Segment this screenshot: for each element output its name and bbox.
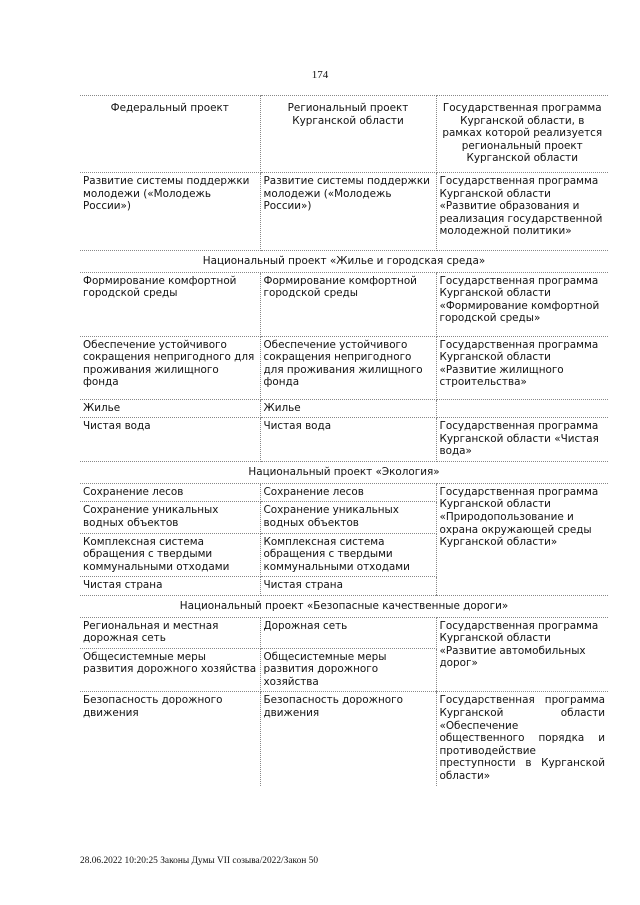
table-row xyxy=(80,418,608,462)
state-program-cell: Государственная программа Курганской области «Развитие автомобильных дорог» xyxy=(436,617,608,692)
federal-project-cell: Сохранение уникальных водных объектов xyxy=(80,502,260,533)
document-footer: 28.06.2022 10:20:25 Законы Думы VII созыва/2022/Закон 50 xyxy=(80,856,319,866)
table-header-row xyxy=(80,96,608,173)
state-program-cell: Государственная программа Курганской области «Природопользование и охрана окружающей среды Курганской области» xyxy=(436,483,608,595)
state-program-cell: Государственная программа Курганской области «Формирование комфортной городской среды» xyxy=(436,272,608,336)
table-row xyxy=(80,617,608,648)
state-program-cell: Государственная программа Курганской области «Развитие образования и реализация государственной молодежной политики» xyxy=(436,172,608,250)
federal-project-cell: Чистая вода xyxy=(80,418,260,462)
regional-project-cell: Комплексная система обращения с твердыми коммунальными отходами xyxy=(260,533,436,577)
regional-project-cell: Сохранение уникальных водных объектов xyxy=(260,502,436,533)
regional-project-cell: Жилье xyxy=(260,399,436,418)
regional-project-cell: Чистая вода xyxy=(260,418,436,462)
regional-project-cell: Обеспечение устойчивого сокращения непригодного для проживания жилищного фонда xyxy=(260,336,436,399)
table-row xyxy=(80,399,608,418)
page-number: 174 xyxy=(311,69,329,81)
table-row xyxy=(80,336,608,399)
regional-project-cell: Развитие системы поддержки молодежи («Молодежь России») xyxy=(260,172,436,250)
federal-project-cell: Комплексная система обращения с твердыми коммунальными отходами xyxy=(80,533,260,577)
section-heading-row xyxy=(80,595,608,617)
federal-project-cell: Развитие системы поддержки молодежи («Молодежь России») xyxy=(80,172,260,250)
federal-project-cell: Формирование комфортной городской среды xyxy=(80,272,260,336)
federal-project-cell: Безопасность дорожного движения xyxy=(80,692,260,786)
table-row xyxy=(80,692,608,786)
federal-project-cell: Чистая страна xyxy=(80,577,260,596)
table-row xyxy=(80,483,608,502)
header-federal-project: Федеральный проект xyxy=(80,96,260,173)
table-row xyxy=(80,172,608,250)
state-program-cell: Государственная программа Курганской области «Обеспечение общественного порядка и противодействие преступности в Курганской области» xyxy=(439,694,605,783)
regional-project-cell: Чистая страна xyxy=(260,577,436,596)
table-row xyxy=(80,272,608,336)
federal-project-cell: Сохранение лесов xyxy=(80,483,260,502)
regional-project-cell: Безопасность дорожного движения xyxy=(260,692,436,786)
section-title-ecology: Национальный проект «Экология» xyxy=(80,462,608,484)
section-heading-row xyxy=(80,250,608,272)
state-program-cell: Государственная программа Курганской области «Чистая вода» xyxy=(436,418,608,462)
federal-project-cell: Жилье xyxy=(80,399,260,418)
section-title-housing: Национальный проект «Жилье и городская среда» xyxy=(80,250,608,272)
header-regional-project: Региональный проект Курганской области xyxy=(260,96,436,173)
state-program-cell xyxy=(436,399,608,418)
federal-project-cell: Обеспечение устойчивого сокращения непригодного для проживания жилищного фонда xyxy=(80,336,260,399)
federal-project-cell: Общесистемные меры развития дорожного хозяйства xyxy=(80,648,260,692)
state-program-cell: Государственная программа Курганской области «Развитие жилищного строительства» xyxy=(436,336,608,399)
header-state-program: Государственная программа Курганской области, в рамках которой реализуется региональный проект Курганской области xyxy=(436,96,608,173)
section-title-roads: Национальный проект «Безопасные качественные дороги» xyxy=(80,595,608,617)
section-heading-row xyxy=(80,462,608,484)
regional-project-cell: Общесистемные меры развития дорожного хозяйства xyxy=(260,648,436,692)
regional-project-cell: Сохранение лесов xyxy=(260,483,436,502)
projects-table xyxy=(80,95,608,786)
federal-project-cell: Региональная и местная дорожная сеть xyxy=(80,617,260,648)
regional-project-cell: Формирование комфортной городской среды xyxy=(260,272,436,336)
regional-project-cell: Дорожная сеть xyxy=(260,617,436,648)
